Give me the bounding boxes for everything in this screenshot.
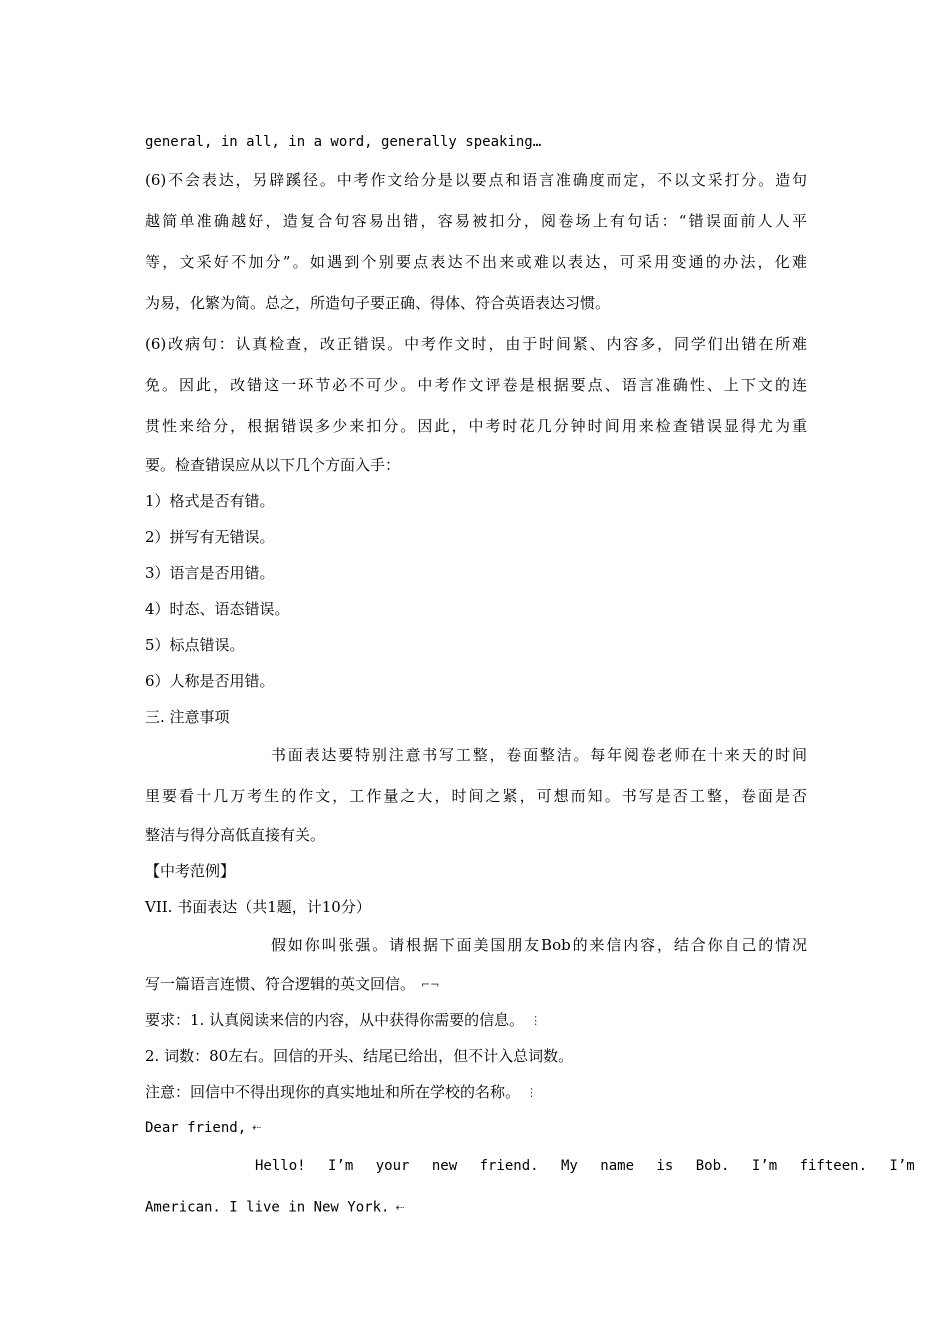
text-line: 越简单准确越好，造复合句容易出错，容易被扣分，阅卷场上有句话：“错误面前人人平 [145, 212, 807, 230]
text-line: Hello! I’m your new friend. My name is Bob. I’m fifteen. I’m [255, 1158, 915, 1174]
text-line: 里要看十几万考生的作文，工作量之大，时间之紧，可想而知。书写是否工整，卷面是否 [145, 787, 807, 805]
checklist-item [145, 663, 807, 699]
paragraph-6a-line-1 [145, 160, 807, 201]
checklist-item [145, 519, 807, 555]
text-line: 1）格式是否有错。 [145, 492, 275, 510]
text-line: 三. 注意事项 [145, 708, 230, 726]
paragraph-6a-line-3 [145, 242, 807, 283]
paragraph-6a-line-2 [145, 201, 807, 242]
text-line: 2. 词数：80左右。回信的开头、结尾已给出，但不计入总词数。 [145, 1047, 574, 1065]
text-line: general, in all, in a word, generally speaking… [145, 134, 542, 150]
notes-paragraph-line-2 [145, 776, 807, 817]
text-line: 6）人称是否用错。 [145, 672, 275, 690]
paragraph-6a-line-4 [145, 283, 807, 324]
text-line: (6)不会表达，另辟蹊径。中考作文给分是以要点和语言准确度而定，不以文采打分。造句 [145, 171, 807, 189]
task-heading [145, 889, 807, 925]
text-line: 2）拼写有无错误。 [145, 528, 275, 546]
paragraph-return-icon: ⇠ [252, 1121, 262, 1134]
checklist-item [145, 591, 807, 627]
text-line: 假如你叫张强。请根据下面美国朋友Bob的来信内容，结合你自己的情况 [271, 936, 807, 954]
task-prompt-line-1 [145, 925, 807, 966]
notes-paragraph-line-1 [145, 735, 807, 776]
attention-note [145, 1074, 807, 1110]
letter-body-line-2 [145, 1187, 807, 1228]
paragraph-6b-line-1 [145, 324, 807, 365]
document-body [145, 124, 915, 1228]
text-line: 书面表达要特别注意书写工整，卷面整洁。每年阅卷老师在十来天的时间 [271, 746, 807, 764]
text-line: 4）时态、语态错误。 [145, 600, 290, 618]
text-line: VII. 书面表达（共1题，计10分） [145, 898, 371, 916]
text-line: 写一篇语言连惯、符合逻辑的英文回信。 [145, 975, 416, 993]
example-heading [145, 853, 807, 889]
text-line: 免。因此，改错这一环节必不可少。中考作文评卷是根据要点、语言准确性、上下文的连 [145, 376, 807, 394]
requirement-2 [145, 1038, 807, 1074]
text-line: 整洁与得分高低直接有关。 [145, 826, 326, 844]
text-line: 贯性来给分，根据错误多少来扣分。因此，中考时花几分钟时间用来检查错误显得尤为重 [145, 417, 807, 435]
checklist-item [145, 627, 807, 663]
requirement-1 [145, 1002, 807, 1038]
text-line: (6)改病句：认真检查，改正错误。中考作文时，由于时间紧、内容多，同学们出错在所难 [145, 335, 807, 353]
colon-mark-icon: ⋮ [530, 1014, 542, 1027]
letter-salutation [145, 1110, 807, 1146]
text-line: 要。检查错误应从以下几个方面入手： [145, 456, 401, 474]
text-line: 5）标点错误。 [145, 636, 245, 654]
checklist-item [145, 483, 807, 519]
text-line: 要求：1. 认真阅读来信的内容，从中获得你需要的信息。 [145, 1011, 525, 1029]
notes-paragraph-line-3 [145, 817, 807, 853]
text-line: 为易，化繁为简。总之，所造句子要正确、得体、符合英语表达习惯。 [145, 294, 611, 312]
text-line: 【中考范例】 [145, 862, 236, 880]
bracket-mark-icon: ⌐¬ [421, 978, 440, 991]
text-line: 等，文采好不加分”。如遇到个别要点表达不出来或难以表达，可采用变通的办法，化难 [145, 253, 807, 271]
text-line: 3）语言是否用错。 [145, 564, 275, 582]
section-heading [145, 699, 807, 735]
task-prompt-line-2 [145, 966, 807, 1002]
paragraph-6b-line-4 [145, 447, 807, 483]
checklist-item [145, 555, 807, 591]
text-line: Dear friend, [145, 1120, 247, 1136]
colon-mark-icon: ⋮ [526, 1086, 538, 1099]
paragraph-return-icon: ⇠ [395, 1201, 405, 1214]
phrase-list-line [145, 124, 807, 160]
text-line: 注意：回信中不得出现你的真实地址和所在学校的名称。 [145, 1083, 521, 1101]
letter-body-line-1 [145, 1146, 915, 1187]
paragraph-6b-line-2 [145, 365, 807, 406]
text-line: American. I live in New York. [145, 1199, 390, 1216]
paragraph-6b-line-3 [145, 406, 807, 447]
